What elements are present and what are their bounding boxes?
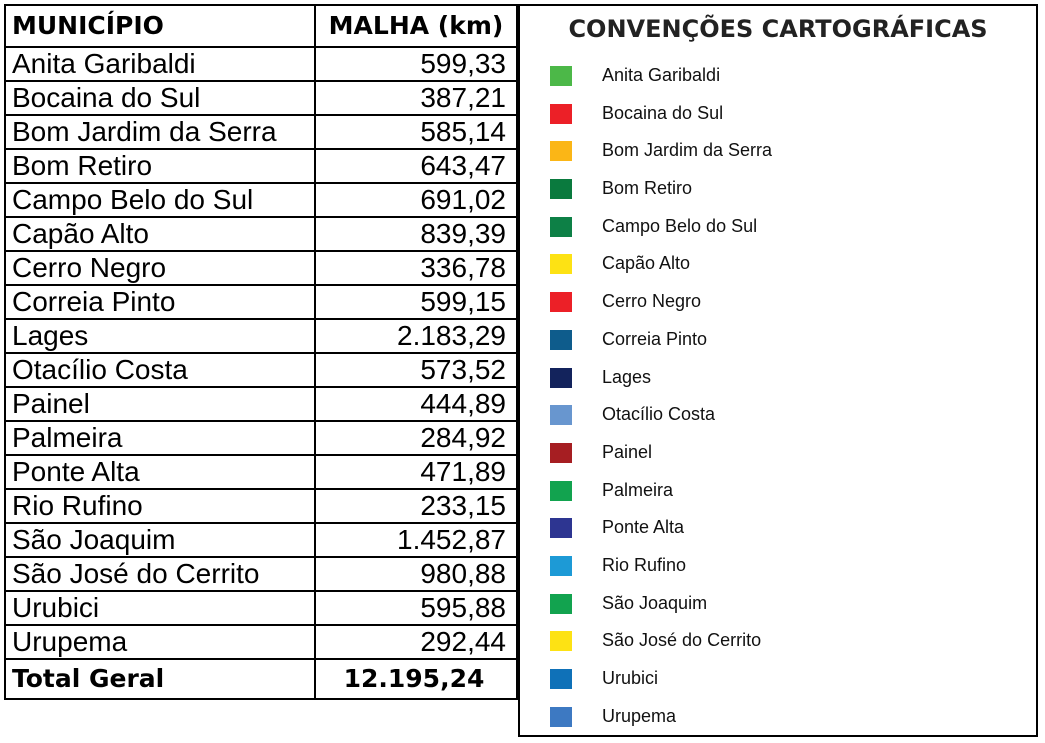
table-header-row xyxy=(5,5,517,47)
table-row xyxy=(5,47,517,81)
legend-label: Ponte Alta xyxy=(602,517,685,538)
table-row xyxy=(5,353,517,387)
malha-cell: 691,02 xyxy=(315,183,517,217)
legend-item xyxy=(520,58,1036,96)
municipio-cell: Urupema xyxy=(5,625,315,659)
legend-label: Palmeira xyxy=(602,479,674,500)
legend-item xyxy=(520,209,1036,247)
municipio-cell: Capão Alto xyxy=(5,217,315,251)
legend-label: Correia Pinto xyxy=(602,328,708,349)
legend-label: Anita Garibaldi xyxy=(602,65,721,85)
table-row xyxy=(5,557,517,591)
legend-swatch xyxy=(550,292,572,312)
malha-cell: 1.452,87 xyxy=(315,523,517,557)
malha-cell: 284,92 xyxy=(315,421,517,455)
table-row xyxy=(5,183,517,217)
malha-cell: 599,15 xyxy=(315,285,517,319)
municipio-cell: São Joaquim xyxy=(5,523,315,557)
legend-item xyxy=(520,322,1036,360)
malha-cell: 2.183,29 xyxy=(315,319,517,353)
municipio-cell: Anita Garibaldi xyxy=(5,47,315,81)
municipio-cell: Campo Belo do Sul xyxy=(5,183,315,217)
total-label: Total Geral xyxy=(5,659,315,699)
legend-item xyxy=(520,548,1036,586)
legend-swatch xyxy=(550,631,572,651)
table-row xyxy=(5,421,517,455)
legend-swatch xyxy=(550,217,572,237)
municipio-cell: Lages xyxy=(5,319,315,353)
legend-swatch xyxy=(550,66,572,86)
legend-swatch xyxy=(550,179,572,199)
legend-label: Urubici xyxy=(602,668,659,688)
table-row xyxy=(5,489,517,523)
malha-cell: 595,88 xyxy=(315,591,517,625)
municipio-cell: Palmeira xyxy=(5,421,315,455)
header-municipio: MUNICÍPIO xyxy=(5,5,315,47)
legend-item xyxy=(520,623,1036,661)
legend-swatch xyxy=(550,707,572,727)
legend-label: Campo Belo do Sul xyxy=(602,215,758,236)
table-row xyxy=(5,217,517,251)
legend-list xyxy=(520,58,1036,736)
malha-cell: 839,39 xyxy=(315,217,517,251)
malha-cell: 573,52 xyxy=(315,353,517,387)
legend-label: Capão Alto xyxy=(602,253,691,274)
municipio-cell: Cerro Negro xyxy=(5,251,315,285)
municipio-cell: Bocaina do Sul xyxy=(5,81,315,115)
legend-swatch xyxy=(550,254,572,274)
municipality-table xyxy=(4,4,518,700)
legend-item xyxy=(520,284,1036,322)
total-value: 12.195,24 xyxy=(315,659,517,699)
legend-item xyxy=(520,96,1036,134)
municipio-cell: São José do Cerrito xyxy=(5,557,315,591)
municipio-cell: Bom Retiro xyxy=(5,149,315,183)
legend-item xyxy=(520,133,1036,171)
municipio-cell: Painel xyxy=(5,387,315,421)
legend-swatch xyxy=(550,518,572,538)
legend-swatch xyxy=(550,594,572,614)
table-row xyxy=(5,285,517,319)
table-row xyxy=(5,387,517,421)
legend-item xyxy=(520,586,1036,624)
legend-label: Bom Retiro xyxy=(602,178,693,199)
malha-cell: 471,89 xyxy=(315,455,517,489)
table-row xyxy=(5,455,517,489)
legend-label: São Joaquim xyxy=(602,592,708,613)
legend-item xyxy=(520,661,1036,699)
legend-swatch xyxy=(550,368,572,388)
malha-cell: 292,44 xyxy=(315,625,517,659)
legend-label: Rio Rufino xyxy=(602,554,687,575)
legend-swatch xyxy=(550,104,572,124)
malha-cell: 980,88 xyxy=(315,557,517,591)
municipio-cell: Urubici xyxy=(5,591,315,625)
table-row xyxy=(5,251,517,285)
legend-swatch xyxy=(550,669,572,689)
legend-label: Cerro Negro xyxy=(602,291,702,312)
municipio-cell: Ponte Alta xyxy=(5,455,315,489)
malha-cell: 643,47 xyxy=(315,149,517,183)
table-row xyxy=(5,115,517,149)
legend-label: Lages xyxy=(602,366,652,387)
table-row xyxy=(5,625,517,659)
table-row xyxy=(5,319,517,353)
malha-cell: 336,78 xyxy=(315,251,517,285)
legend-label: São José do Cerrito xyxy=(602,630,762,651)
legend-label: Bom Jardim da Serra xyxy=(602,140,773,161)
municipio-cell: Correia Pinto xyxy=(5,285,315,319)
legend-swatch xyxy=(550,556,572,576)
legend-swatch xyxy=(550,141,572,161)
legend-item xyxy=(520,246,1036,284)
legend-swatch xyxy=(550,481,572,501)
malha-cell: 444,89 xyxy=(315,387,517,421)
malha-cell: 233,15 xyxy=(315,489,517,523)
legend-swatch xyxy=(550,443,572,463)
malha-cell: 585,14 xyxy=(315,115,517,149)
table-row xyxy=(5,523,517,557)
table-row xyxy=(5,81,517,115)
total-row xyxy=(5,659,517,699)
legend-label: Painel xyxy=(602,441,653,462)
table-row xyxy=(5,591,517,625)
legend-item xyxy=(520,360,1036,398)
legend-item xyxy=(520,435,1036,473)
legend-item xyxy=(520,397,1036,435)
legend-item xyxy=(520,473,1036,511)
legend-label: Otacílio Costa xyxy=(602,404,716,425)
malha-cell: 387,21 xyxy=(315,81,517,115)
municipio-cell: Otacílio Costa xyxy=(5,353,315,387)
legend-item xyxy=(520,171,1036,209)
legend-item xyxy=(520,510,1036,548)
legend-panel xyxy=(518,4,1038,737)
municipio-cell: Rio Rufino xyxy=(5,489,315,523)
legend-swatch xyxy=(550,330,572,350)
legend-label: Urupema xyxy=(602,705,677,726)
legend-title: CONVENÇÕES CARTOGRÁFICAS xyxy=(568,15,988,43)
header-malha: MALHA (km) xyxy=(315,5,517,47)
malha-cell: 599,33 xyxy=(315,47,517,81)
legend-item xyxy=(520,699,1036,737)
legend-label: Bocaina do Sul xyxy=(602,102,724,123)
table-row xyxy=(5,149,517,183)
municipio-cell: Bom Jardim da Serra xyxy=(5,115,315,149)
legend-swatch xyxy=(550,405,572,425)
